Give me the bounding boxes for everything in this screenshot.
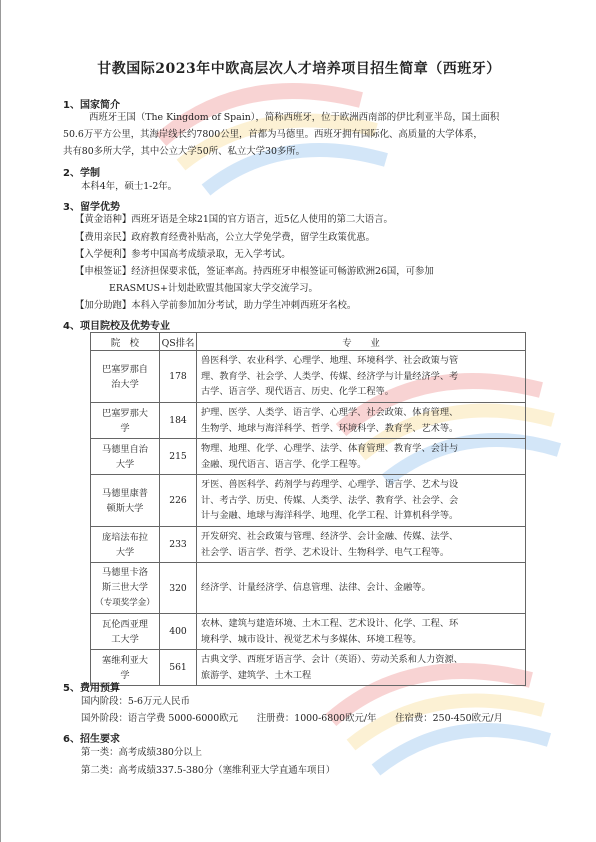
university-name: 塞维利亚大 学	[91, 650, 160, 686]
university-name: 马德里康普 顿斯大学	[91, 475, 160, 527]
section-heading-universities: 4、项目院校及优势专业	[63, 321, 170, 332]
qs-rank: 215	[160, 439, 197, 475]
table-header-row	[91, 333, 526, 351]
university-name: 巴塞罗那自 治大学	[91, 351, 160, 403]
table-row	[91, 527, 526, 563]
qs-rank: 561	[160, 650, 197, 686]
table-row	[91, 614, 526, 650]
table-row	[91, 439, 526, 475]
country-intro-line-2: 50.6万平方公里，其海岸线长约7800公里，首都为马德里。西班牙拥有国际化、高质量的大学体系，	[63, 129, 483, 140]
majors-list: 农林、建筑与建造环境、土木工程、艺术设计、化学、工程、环 境科学、城市设计、视觉艺术与多媒体、环境工程等。	[197, 614, 526, 650]
advantage-item: 【加分助跑】本科入学前参加加分考试，助力学生冲刺西班牙名校。	[75, 300, 357, 311]
table-row	[91, 475, 526, 527]
table-row	[91, 403, 526, 439]
country-intro-line-3: 共有80多所大学，其中公立大学50所、私立大学30多所。	[63, 146, 306, 157]
universities-table	[90, 332, 526, 686]
cost-abroad: 国外阶段：语言学费 5000-6000欧元 注册费：1000-6800欧元/年 住宿费：250-450欧元/月	[81, 713, 503, 724]
table-row	[91, 563, 526, 614]
duration-text: 本科4年，硕士1-2年。	[81, 181, 178, 192]
advantage-item: 【黄金语种】西班牙语是全球21国的官方语言，近5亿人使用的第二大语言。	[75, 214, 393, 225]
column-header-majors: 专 业	[197, 333, 526, 351]
table-row	[91, 351, 526, 403]
table-row	[91, 650, 526, 686]
qs-rank: 226	[160, 475, 197, 527]
section-heading-duration: 2、学制	[63, 168, 100, 179]
section-heading-country: 1、国家简介	[63, 100, 120, 111]
section-heading-advantages: 3、留学优势	[63, 202, 120, 213]
university-name: 马德里自治 大学	[91, 439, 160, 475]
university-name: 马德里卡洛 斯三世大学 （专项奖学金）	[91, 563, 160, 614]
section-heading-requirements: 6、招生要求	[63, 734, 120, 745]
column-header-qs-rank: QS排名	[160, 333, 197, 351]
advantage-item: 【申根签证】经济担保要求低，签证率高。持西班牙申根签证可畅游欧洲26国，可参加	[75, 266, 434, 277]
majors-list: 经济学、计量经济学、信息管理、法律、会计、金融等。	[197, 563, 526, 614]
majors-list: 牙医、兽医科学、药剂学与药理学、心理学、语言学、艺术与设 计、考古学、历史、传媒、人类学、法学、教育学、社会学、会 计与金融、地球与海洋科学、地理、化学工程、计算机科学等。	[197, 475, 526, 527]
requirement-line: 第一类：高考成绩380分以上	[81, 747, 203, 758]
qs-rank: 233	[160, 527, 197, 563]
majors-list: 物理、地理、化学、心理学、法学、体育管理、教育学、会计与 金融、现代语言、语言学、化学工程等。	[197, 439, 526, 475]
cost-domestic: 国内阶段：5-6万元人民币	[81, 696, 190, 707]
requirement-line: 第二类：高考成绩337.5-380分（塞维利亚大学直通车项目）	[81, 765, 336, 776]
qs-rank: 400	[160, 614, 197, 650]
section-heading-costs: 5、费用预算	[63, 683, 120, 694]
advantage-item-continued: ERASMUS+计划赴欧盟其他国家大学交流学习。	[109, 283, 318, 294]
university-name: 瓦伦西亚理 工大学	[91, 614, 160, 650]
advantage-item: 【费用亲民】政府教育经费补贴高，公立大学免学费，留学生政策优惠。	[75, 232, 376, 243]
qs-rank: 178	[160, 351, 197, 403]
majors-list: 开发研究、社会政策与管理、经济学、会计金融、传媒、法学、 社会学、语言学、哲学、艺术设计、生物科学、电气工程等。	[197, 527, 526, 563]
majors-list: 古典文学、西班牙语言学、会计（英语）、劳动关系和人力资源、 旅游学、建筑学、土木工程	[197, 650, 526, 686]
page-title: 甘教国际2023年中欧高层次人才培养项目招生简章（西班牙）	[97, 61, 501, 77]
qs-rank: 320	[160, 563, 197, 614]
university-name: 巴塞罗那大 学	[91, 403, 160, 439]
majors-list: 兽医科学、农业科学、心理学、地理、环境科学、社会政策与管 理、教育学、社会学、人类学、传媒、经济学与计量经济学、考 古学、语言学、现代语言、历史、化学工程等。	[197, 351, 526, 403]
university-name: 庞培法布拉 大学	[91, 527, 160, 563]
majors-list: 护理、医学、人类学、语言学、心理学、社会政策、体育管理、 生物学、地球与海洋科学、哲学、环境科学、教育学、艺术等。	[197, 403, 526, 439]
column-header-university: 院 校	[91, 333, 160, 351]
qs-rank: 184	[160, 403, 197, 439]
advantage-item: 【入学便利】参考中国高考成绩录取，无入学考试。	[75, 249, 291, 260]
country-intro-line-1: 西班牙王国（The Kingdom of Spain），简称西班牙，位于欧洲西南部的伊比利亚半岛，国土面积	[89, 112, 500, 123]
